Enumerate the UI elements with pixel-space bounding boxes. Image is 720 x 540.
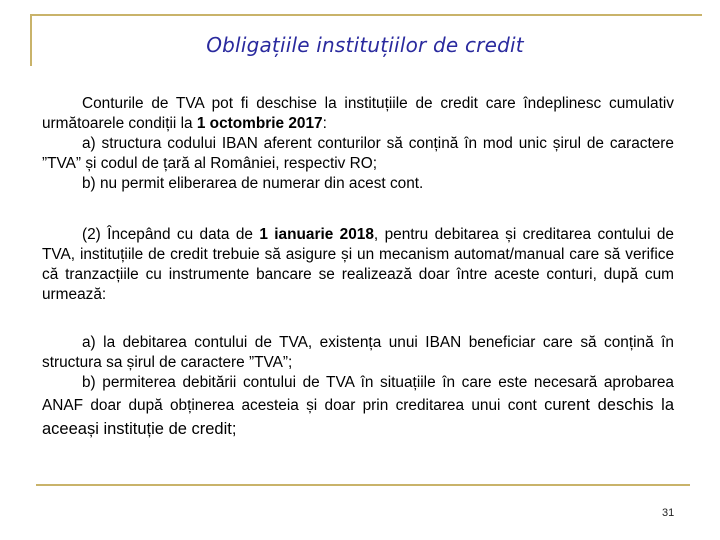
slide-title: Obligațiile instituțiilor de credit bbox=[206, 33, 524, 57]
rule-a: a) la debitarea contului de TVA, existența unui IBAN beneficiar care să conțină în structura sa șirul de caractere ”TVA”; bbox=[42, 334, 674, 371]
intro-paragraph bbox=[42, 94, 674, 134]
rules-block bbox=[42, 333, 674, 441]
mechanism-text-end: , pentru debitarea și creditarea contului de TVA, instituțiile de credit trebuie să asigure și un mecanism automat/manual care să verifice că tranzacțiile cu instrumente bancare se realizează doar între aceste conturi, după cum urmează: bbox=[42, 226, 674, 303]
rule-b-text: b) permiterea debitării contului de TVA în situațiile în care este necesară aprobarea ANAF doar după obținerea acesteia și doar prin creditarea unui cont bbox=[42, 374, 674, 414]
mechanism-date: 1 ianuarie 2018 bbox=[259, 226, 374, 243]
intro-date: 1 octombrie 2017 bbox=[196, 115, 323, 132]
rule-b-tail: curent deschis la aceeași instituție de credit; bbox=[42, 396, 674, 438]
intro-colon: : bbox=[322, 115, 327, 132]
left-frame-rule bbox=[30, 14, 32, 66]
condition-b: b) nu permit eliberarea de numerar din acest cont. bbox=[82, 175, 424, 192]
conditions-block bbox=[42, 94, 674, 194]
mechanism-block bbox=[42, 225, 674, 305]
mechanism-text-start: (2) Începând cu data de bbox=[82, 226, 260, 243]
intro-text: Conturile de TVA pot fi deschise la instituțiile de credit care îndeplinesc cumulativ următoarele condiții la bbox=[42, 95, 674, 132]
condition-a: a) structura codului IBAN aferent conturilor să conțină în mod unic șirul de caractere ”TVA” și codul de țară al României, respectiv RO; bbox=[42, 135, 674, 172]
mechanism-paragraph bbox=[42, 225, 674, 305]
top-frame-rule bbox=[30, 14, 702, 16]
rule-b bbox=[42, 373, 674, 441]
footer-rule bbox=[36, 484, 690, 486]
page-number: 31 bbox=[662, 507, 675, 519]
